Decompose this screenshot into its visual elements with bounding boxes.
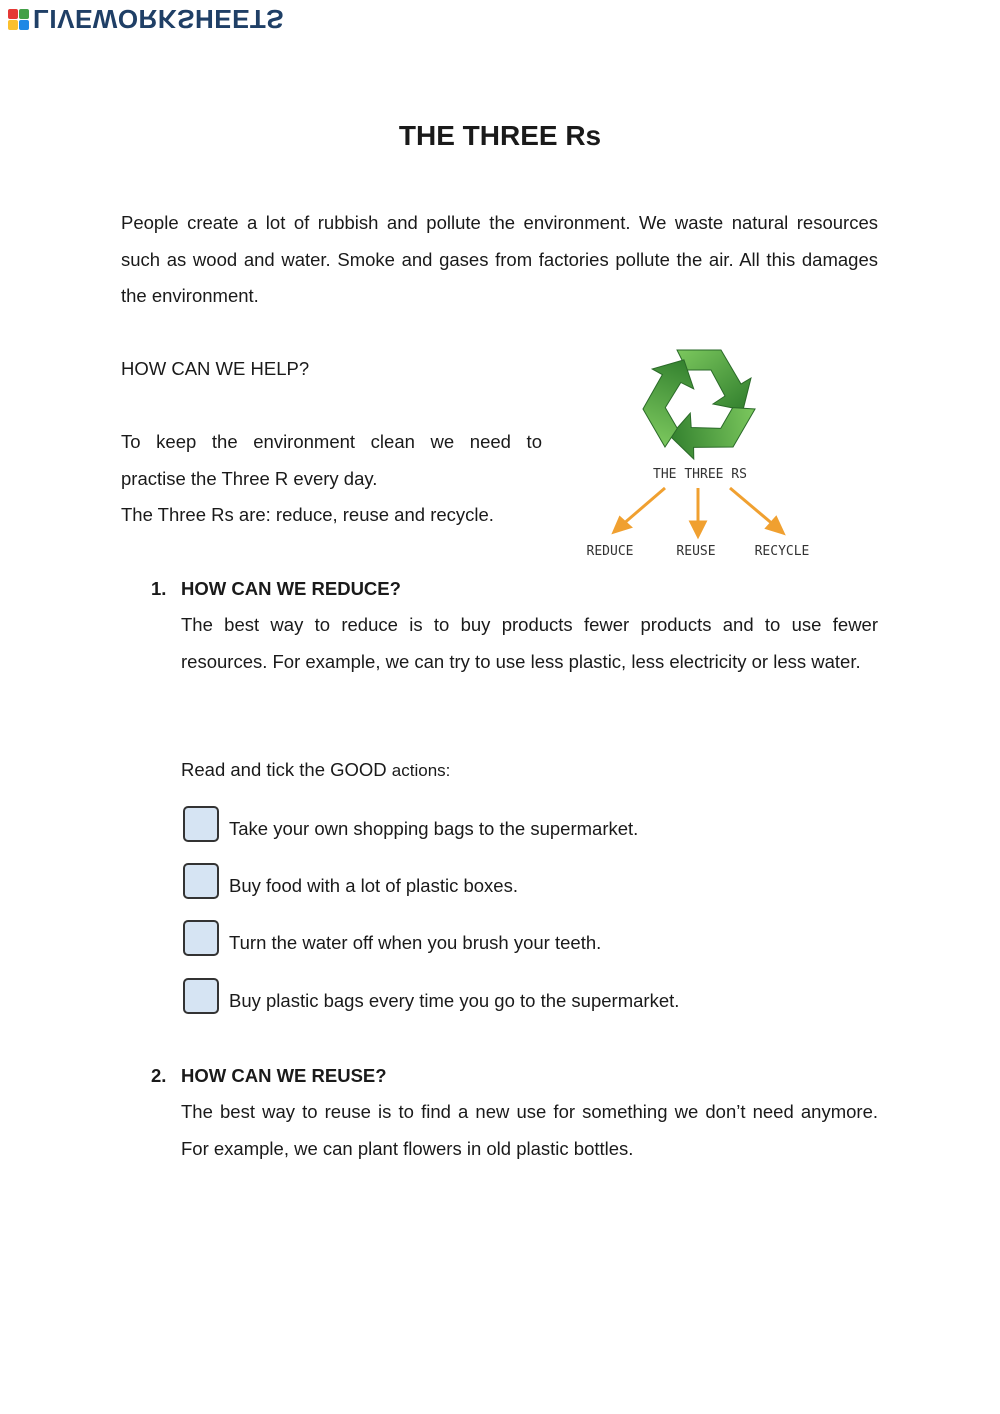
intro-paragraph: People create a lot of rubbish and pollute the environment. We waste natural resources such as wood and water. Smoke and gases from factories pollute the air. All this damages the environment.	[121, 212, 878, 306]
arrow-recycle	[730, 488, 775, 526]
checklist-item	[183, 798, 638, 842]
section-1-title: HOW CAN WE REDUCE?	[181, 578, 401, 599]
section-2-number: 2.	[151, 1065, 167, 1086]
section-1-number: 1.	[151, 578, 167, 599]
logo-block-blue	[19, 20, 29, 30]
arrow-reuse-head	[691, 522, 705, 536]
section-2-title: HOW CAN WE REUSE?	[181, 1065, 387, 1086]
checklist-item	[183, 855, 518, 899]
checkbox-3[interactable]	[183, 920, 219, 956]
figure-label-reduce: REDUCE	[586, 544, 634, 559]
keep-clean-line-1: To keep the environment clean we need to	[121, 431, 542, 452]
section-1-body: The best way to reduce is to buy products fewer products and to use fewer resources. For example, we can try to use less plastic, less electricity or less water.	[181, 614, 878, 672]
section-2-heading	[151, 1058, 387, 1094]
logo-block-green	[19, 9, 29, 19]
three-rs-line: The Three Rs are: reduce, reuse and recycle.	[121, 504, 494, 525]
logo-block-red	[8, 9, 18, 19]
logo-blocks-icon	[8, 9, 29, 30]
section-2-body: The best way to reuse is to find a new use for something we don’t need anymore. For example, we can plant flowers in old plastic bottles.	[181, 1101, 878, 1159]
figure-caption: THE THREE RS	[653, 467, 747, 482]
figure-label-recycle: RECYCLE	[754, 544, 810, 559]
logo-block-yellow	[8, 20, 18, 30]
checklist-label-1: Take your own shopping bags to the supermarket.	[229, 818, 639, 839]
section-1-heading	[151, 571, 401, 607]
page-title: THE THREE Rs	[398, 120, 602, 151]
checklist-label-3: Turn the water off when you brush your teeth.	[229, 932, 602, 953]
checklist-label-2: Buy food with a lot of plastic boxes.	[229, 875, 518, 896]
checklist-item	[183, 912, 601, 956]
site-logo	[8, 4, 284, 34]
arrow-reduce	[622, 488, 665, 525]
recycle-icon	[628, 350, 755, 473]
three-rs-figure	[570, 340, 830, 570]
keep-clean-line-2: practise the Three R every day.	[121, 468, 378, 489]
tick-instruction-main: Read and tick the GOOD	[181, 759, 387, 780]
tick-instruction	[181, 752, 450, 790]
help-question: HOW CAN WE HELP?	[121, 358, 310, 379]
checklist-label-4: Buy plastic bags every time you go to the supermarket.	[229, 990, 680, 1011]
checklist-item	[183, 970, 679, 1014]
tick-instruction-tail: actions:	[391, 761, 451, 780]
checkbox-4[interactable]	[183, 978, 219, 1014]
checkbox-1[interactable]	[183, 806, 219, 842]
figure-label-reuse: REUSE	[676, 544, 716, 559]
checkbox-2[interactable]	[183, 863, 219, 899]
logo-text: LIVEWORKSHEETS	[33, 4, 285, 34]
